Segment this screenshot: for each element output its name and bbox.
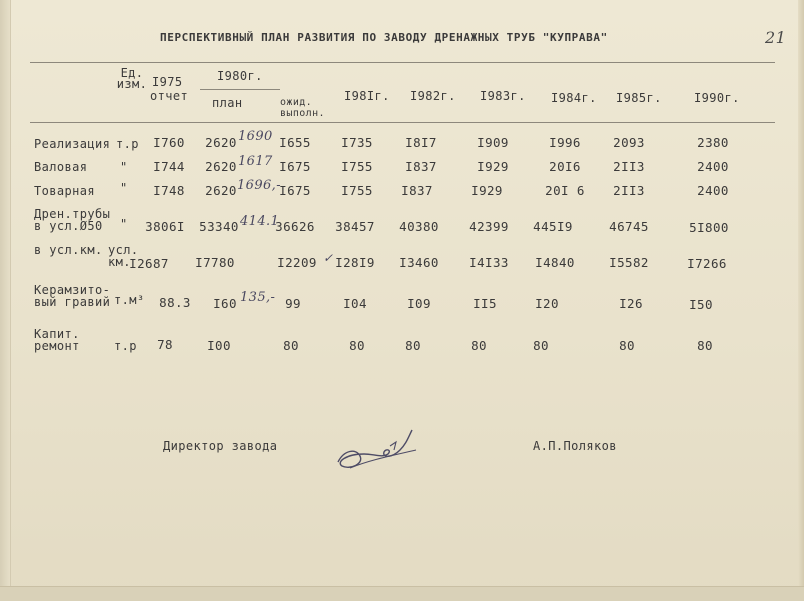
cell-repair-1983: 80 xyxy=(471,338,487,353)
cell-convkm-1980-expected: I2209 xyxy=(277,255,317,270)
cell-gravel-1981: I04 xyxy=(343,296,367,311)
cell-marketable-1983: I929 xyxy=(471,183,503,198)
cell-convkm-1983: I4I33 xyxy=(469,255,509,270)
cell-convkm-1975: I2687 xyxy=(129,256,169,271)
header-1980: I980г. xyxy=(217,69,263,83)
cell-gravel-1983: II5 xyxy=(473,296,497,311)
cell-gravel-1990: I50 xyxy=(689,297,713,312)
cell-gross-1983: I929 xyxy=(477,159,509,174)
cell-drain-1984: 445I9 xyxy=(533,219,573,234)
cell-gross-1980-expected: I675 xyxy=(279,159,311,174)
cell-sales-1983: I909 xyxy=(477,135,509,150)
cell-sales-1990: 2380 xyxy=(697,135,729,150)
cell-drain-1981: 38457 xyxy=(335,219,375,234)
cell-sales-1982: I8I7 xyxy=(405,135,437,150)
header-top-rule xyxy=(30,62,775,63)
row-unit-gross: " xyxy=(120,160,128,174)
signature-position: Директор завода xyxy=(163,439,278,453)
row-label-gravel-line2: вый гравий xyxy=(34,295,111,309)
header-1983: I983г. xyxy=(480,89,526,103)
row-unit-repair: т.р xyxy=(114,339,137,353)
right-paper-edge xyxy=(798,0,804,600)
cell-repair-1982: 80 xyxy=(405,338,421,353)
handwritten-gross-correction: 1617 xyxy=(238,154,273,169)
cell-sales-1975: I760 xyxy=(153,135,185,150)
cell-gross-1981: I755 xyxy=(341,159,373,174)
row-label-repair-line2: ремонт xyxy=(34,339,80,353)
cell-repair-1990: 80 xyxy=(697,338,713,353)
row-label-gravel-line1: Керамзито- xyxy=(34,283,111,297)
row-unit-drain-pipes: " xyxy=(120,217,128,231)
cell-gravel-1980-plan: I60 xyxy=(213,296,237,311)
cell-gravel-1975: 88.3 xyxy=(159,295,191,310)
cell-gravel-1982: I09 xyxy=(407,296,431,311)
binding-edge xyxy=(0,0,11,600)
cell-marketable-1975: I748 xyxy=(153,183,185,198)
cell-repair-1980-plan: I00 xyxy=(207,338,231,353)
page-number: 21 xyxy=(765,28,787,47)
header-1980-rule xyxy=(200,89,280,90)
handwritten-check-mark: ✓ xyxy=(323,251,334,265)
cell-gross-1980-plan: 2620 xyxy=(205,159,237,174)
cell-sales-1981: I735 xyxy=(341,135,373,150)
cell-drain-1982: 40380 xyxy=(399,219,439,234)
cell-marketable-1981: I755 xyxy=(341,183,373,198)
handwritten-gravel-correction: 135,- xyxy=(240,290,276,305)
cell-convkm-1982: I3460 xyxy=(399,255,439,270)
cell-marketable-1980-plan: 2620 xyxy=(205,183,237,198)
cell-convkm-1984: I4840 xyxy=(535,255,575,270)
cell-gravel-1984: I20 xyxy=(535,296,559,311)
header-1981: I98Iг. xyxy=(344,89,390,103)
cell-marketable-1985: 2II3 xyxy=(613,183,645,198)
cell-repair-1984: 80 xyxy=(533,338,549,353)
document-title: ПЕРСПЕКТИВНЫЙ ПЛАН РАЗВИТИЯ ПО ЗАВОДУ ДРЕНАЖНЫХ ТРУБ "КУПРАВА" xyxy=(160,31,608,44)
header-1975-report: отчет xyxy=(150,89,189,103)
cell-repair-1981: 80 xyxy=(349,338,365,353)
header-1975: I975 xyxy=(152,75,183,89)
row-label-gross: Валовая xyxy=(34,160,88,174)
cell-gross-1982: I837 xyxy=(405,159,437,174)
cell-marketable-1990: 2400 xyxy=(697,183,729,198)
cell-gravel-1985: I26 xyxy=(619,296,643,311)
cell-gross-1984: 20I6 xyxy=(549,159,581,174)
header-1985: I985г. xyxy=(616,91,662,105)
cell-marketable-1984: 20I 6 xyxy=(545,183,585,198)
cell-repair-1985: 80 xyxy=(619,338,635,353)
cell-sales-1985: 2093 xyxy=(613,135,645,150)
cell-gross-1990: 2400 xyxy=(697,159,729,174)
cell-drain-1983: 42399 xyxy=(469,219,509,234)
row-label-sales: Реализация xyxy=(34,137,111,151)
cell-convkm-1990: I7266 xyxy=(687,256,727,271)
header-bottom-rule xyxy=(30,122,775,123)
cell-convkm-1980-plan: I7780 xyxy=(195,255,235,270)
cell-convkm-1981: I28I9 xyxy=(335,255,375,270)
cell-marketable-1982: I837 xyxy=(401,183,433,198)
signature-name: А.П.Поляков xyxy=(533,439,617,453)
header-1980-expected: ожид. выполн. xyxy=(280,97,325,119)
row-label-drain-pipes-line1: Дрен.трубы xyxy=(34,207,111,221)
header-1980-plan: план xyxy=(212,96,243,110)
row-unit-gravel: т.м³ xyxy=(114,293,145,307)
cell-drain-1980-plan: 53340 xyxy=(199,219,239,234)
bottom-scan-strip xyxy=(0,586,804,601)
cell-gross-1975: I744 xyxy=(153,159,185,174)
cell-repair-1980-expected: 80 xyxy=(283,338,299,353)
cell-drain-1990: 5I800 xyxy=(689,220,729,235)
handwritten-drain-correction: 414.1 xyxy=(240,214,280,229)
header-1982: I982г. xyxy=(410,89,456,103)
row-unit-sales: т.р xyxy=(116,137,139,151)
cell-sales-1980-plan: 2620 xyxy=(205,135,237,150)
cell-gravel-1980-expected: 99 xyxy=(285,296,301,311)
row-unit-conv-km-line2: км. xyxy=(108,255,131,269)
row-label-repair-line1: Капит. xyxy=(34,327,80,341)
header-unit: Ед. изм. xyxy=(116,66,148,91)
handwritten-signature xyxy=(330,420,430,478)
cell-drain-1985: 46745 xyxy=(609,219,649,234)
cell-repair-1975: 78 xyxy=(157,337,173,352)
cell-sales-1980-expected: I655 xyxy=(279,135,311,150)
cell-gross-1985: 2II3 xyxy=(613,159,645,174)
cell-sales-1984: I996 xyxy=(549,135,581,150)
row-label-conv-km: в усл.км. xyxy=(34,243,103,257)
row-label-marketable: Товарная xyxy=(34,184,95,198)
cell-drain-1975: 3806I xyxy=(145,219,185,234)
header-1990: I990г. xyxy=(694,91,740,105)
handwritten-sales-correction: 1690 xyxy=(238,129,273,144)
row-label-drain-pipes-line2: в усл.Ø50 xyxy=(34,219,103,233)
cell-marketable-1980-expected: I675 xyxy=(279,183,311,198)
cell-drain-1980-expected: 36626 xyxy=(275,219,315,234)
header-1984: I984г. xyxy=(551,91,597,105)
row-unit-marketable: " xyxy=(120,181,128,195)
handwritten-marketable-correction: 1696,- xyxy=(237,178,282,193)
cell-convkm-1985: I5582 xyxy=(609,255,649,270)
row-unit-conv-km-line1: усл. xyxy=(108,243,139,257)
